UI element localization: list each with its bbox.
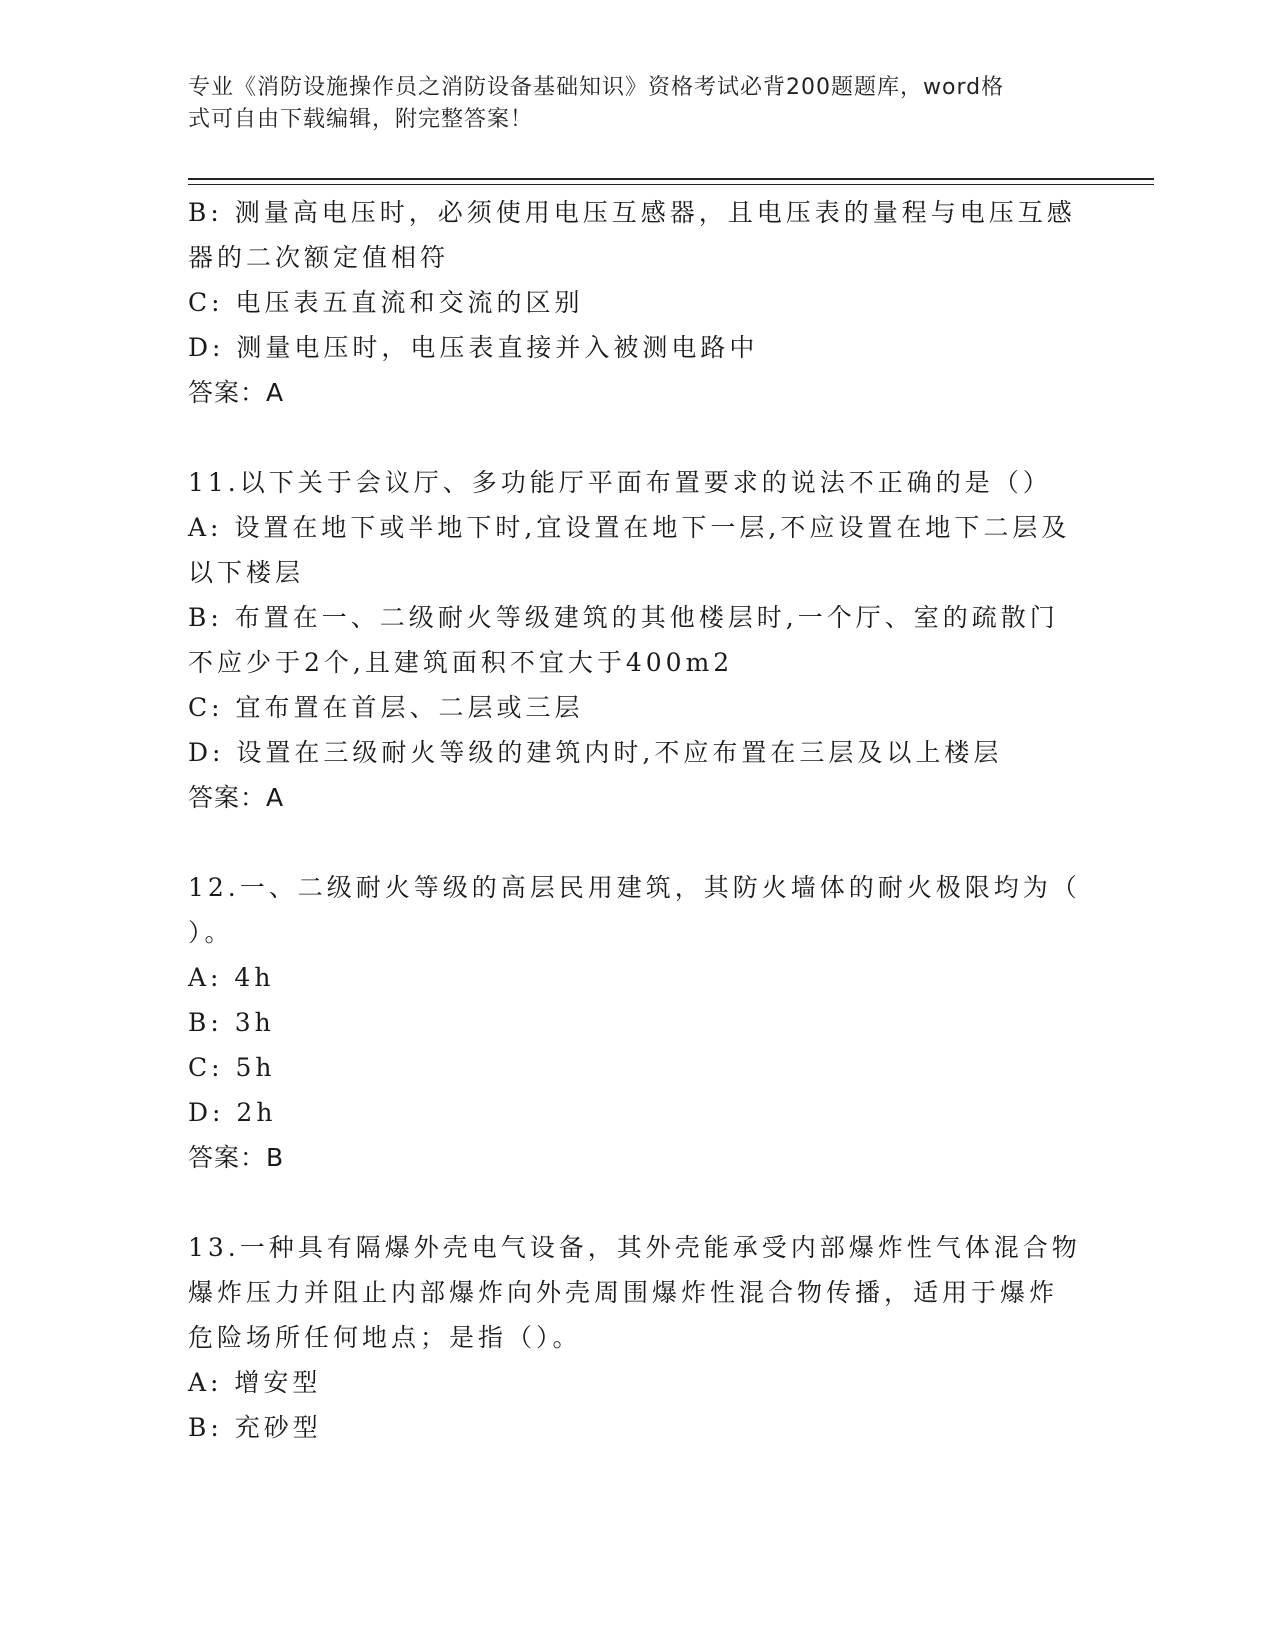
q10-option-b-line2: 器的二次额定值相符 — [188, 243, 450, 272]
header-line-1: 专业《消防设施操作员之消防设备基础知识》资格考试必背200题题库，word格 — [188, 75, 1005, 100]
header-divider-thin — [188, 184, 1154, 185]
q10-option-b-line1: B: 测量高电压时，必须使用电压互感器，且电压表的量程与电压互感 — [188, 198, 1076, 227]
question-content — [188, 190, 1088, 1450]
q13-stem-line3: 危险场所任何地点；是指（）。 — [188, 1323, 582, 1352]
document-header — [188, 72, 1068, 136]
q11-answer: 答案：A — [188, 783, 285, 812]
q10-answer: 答案：A — [188, 378, 285, 407]
q11-option-a-line1: A: 设置在地下或半地下时,宜设置在地下一层,不应设置在地下二层及 — [188, 513, 1071, 542]
q10-option-d: D: 测量电压时，电压表直接并入被测电路中 — [188, 333, 759, 362]
q12-stem-line2: ）。 — [188, 918, 234, 947]
q11-option-d: D: 设置在三级耐火等级的建筑内时,不应布置在三层及以上楼层 — [188, 738, 1003, 767]
question-10 — [188, 190, 1088, 415]
q11-option-a-line2: 以下楼层 — [188, 558, 305, 587]
spacer — [188, 1180, 1088, 1225]
question-12 — [188, 865, 1088, 1180]
q12-option-b: B: 3h — [188, 1008, 275, 1037]
q12-answer: 答案：B — [188, 1143, 285, 1172]
q12-option-c: C: 5h — [188, 1053, 276, 1082]
q13-stem-line2: 爆炸压力并阻止内部爆炸向外壳周围爆炸性混合物传播，适用于爆炸 — [188, 1278, 1059, 1307]
q11-option-b-line1: B: 布置在一、二级耐火等级建筑的其他楼层时,一个厅、室的疏散门 — [188, 603, 1059, 632]
spacer — [188, 415, 1088, 460]
q11-option-c: C: 宜布置在首层、二层或三层 — [188, 693, 584, 722]
q11-option-b-line2: 不应少于2个,且建筑面积不宜大于400m2 — [188, 648, 734, 677]
header-divider-thick — [188, 178, 1154, 180]
q12-option-d: D: 2h — [188, 1098, 277, 1127]
spacer — [188, 820, 1088, 865]
q12-stem-line1: 12.一、二级耐火等级的高层民用建筑，其防火墙体的耐火极限均为（ — [188, 873, 1081, 902]
q12-option-a: A: 4h — [188, 963, 275, 992]
question-11 — [188, 460, 1088, 820]
question-13 — [188, 1225, 1088, 1450]
q10-option-c: C: 电压表五直流和交流的区别 — [188, 288, 584, 317]
q13-stem-line1: 13.一种具有隔爆外壳电气设备，其外壳能承受内部爆炸性气体混合物 — [188, 1233, 1081, 1262]
q13-option-b: B: 充砂型 — [188, 1413, 322, 1442]
q11-stem: 11.以下关于会议厅、多功能厅平面布置要求的说法不正确的是（） — [188, 468, 1052, 497]
header-line-2: 式可自由下载编辑，附完整答案！ — [188, 107, 534, 132]
q13-option-a: A: 增安型 — [188, 1368, 322, 1397]
